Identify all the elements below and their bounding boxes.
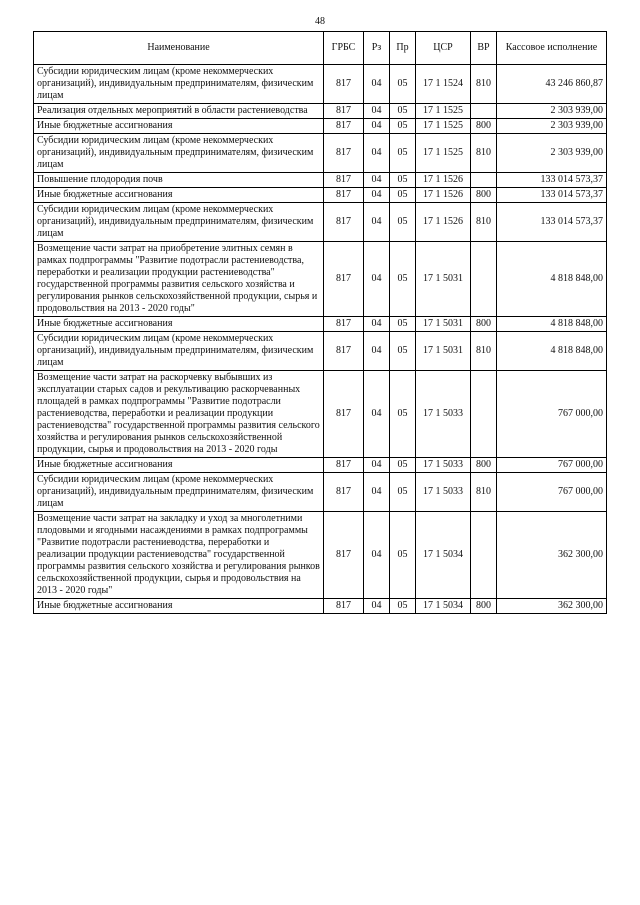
cell-name: Иные бюджетные ассигнования — [34, 458, 324, 473]
cell-vr: 810 — [471, 332, 497, 371]
cell-amount: 4 818 848,00 — [497, 242, 607, 317]
cell-csr: 17 1 5034 — [416, 599, 471, 614]
cell-rz: 04 — [364, 119, 390, 134]
cell-grbs: 817 — [324, 242, 364, 317]
header-rz: Рз — [364, 32, 390, 65]
table-row — [34, 65, 607, 104]
cell-amount: 2 303 939,00 — [497, 134, 607, 173]
cell-rz: 04 — [364, 104, 390, 119]
cell-pr: 05 — [390, 242, 416, 317]
cell-name: Реализация отдельных мероприятий в области растениеводства — [34, 104, 324, 119]
cell-csr: 17 1 1524 — [416, 65, 471, 104]
cell-amount: 362 300,00 — [497, 599, 607, 614]
cell-csr: 17 1 5033 — [416, 473, 471, 512]
cell-rz: 04 — [364, 371, 390, 458]
cell-grbs: 817 — [324, 599, 364, 614]
cell-rz: 04 — [364, 65, 390, 104]
cell-amount: 133 014 573,37 — [497, 173, 607, 188]
table-row — [34, 371, 607, 458]
cell-name: Иные бюджетные ассигнования — [34, 188, 324, 203]
cell-csr: 17 1 5031 — [416, 332, 471, 371]
header-name: Наименование — [34, 32, 324, 65]
cell-csr: 17 1 5034 — [416, 512, 471, 599]
cell-pr: 05 — [390, 119, 416, 134]
cell-rz: 04 — [364, 317, 390, 332]
cell-rz: 04 — [364, 242, 390, 317]
cell-name: Субсидии юридическим лицам (кроме некоммерческих организаций), индивидуальным предпринимателям, физическим лицам — [34, 332, 324, 371]
cell-grbs: 817 — [324, 104, 364, 119]
cell-grbs: 817 — [324, 512, 364, 599]
cell-rz: 04 — [364, 134, 390, 173]
cell-csr: 17 1 5031 — [416, 317, 471, 332]
table-row — [34, 599, 607, 614]
table-row — [34, 458, 607, 473]
cell-pr: 05 — [390, 134, 416, 173]
cell-amount: 767 000,00 — [497, 473, 607, 512]
cell-vr: 800 — [471, 458, 497, 473]
cell-grbs: 817 — [324, 203, 364, 242]
cell-grbs: 817 — [324, 458, 364, 473]
cell-csr: 17 1 5033 — [416, 371, 471, 458]
table-row — [34, 134, 607, 173]
cell-grbs: 817 — [324, 173, 364, 188]
cell-amount: 43 246 860,87 — [497, 65, 607, 104]
cell-pr: 05 — [390, 473, 416, 512]
cell-rz: 04 — [364, 332, 390, 371]
cell-name: Субсидии юридическим лицам (кроме некоммерческих организаций), индивидуальным предпринимателям, физическим лицам — [34, 65, 324, 104]
cell-vr — [471, 173, 497, 188]
cell-rz: 04 — [364, 599, 390, 614]
table-row — [34, 473, 607, 512]
cell-csr: 17 1 5033 — [416, 458, 471, 473]
cell-name: Иные бюджетные ассигнования — [34, 317, 324, 332]
cell-vr: 810 — [471, 65, 497, 104]
header-csr: ЦСР — [416, 32, 471, 65]
cell-amount: 2 303 939,00 — [497, 104, 607, 119]
table-row — [34, 104, 607, 119]
cell-amount: 767 000,00 — [497, 458, 607, 473]
cell-vr — [471, 104, 497, 119]
cell-vr: 800 — [471, 599, 497, 614]
header-row — [34, 32, 607, 65]
cell-pr: 05 — [390, 332, 416, 371]
cell-pr: 05 — [390, 317, 416, 332]
cell-csr: 17 1 1526 — [416, 203, 471, 242]
cell-pr: 05 — [390, 458, 416, 473]
cell-csr: 17 1 1526 — [416, 188, 471, 203]
table-row — [34, 119, 607, 134]
cell-name: Иные бюджетные ассигнования — [34, 119, 324, 134]
table-row — [34, 173, 607, 188]
cell-csr: 17 1 5031 — [416, 242, 471, 317]
cell-name: Повышение плодородия почв — [34, 173, 324, 188]
cell-pr: 05 — [390, 371, 416, 458]
cell-vr: 810 — [471, 134, 497, 173]
cell-grbs: 817 — [324, 65, 364, 104]
cell-name: Субсидии юридическим лицам (кроме некоммерческих организаций), индивидуальным предпринимателям, физическим лицам — [34, 203, 324, 242]
cell-amount: 4 818 848,00 — [497, 332, 607, 371]
cell-rz: 04 — [364, 473, 390, 512]
cell-amount: 133 014 573,37 — [497, 203, 607, 242]
cell-vr: 800 — [471, 188, 497, 203]
cell-name: Субсидии юридическим лицам (кроме некоммерческих организаций), индивидуальным предпринимателям, физическим лицам — [34, 134, 324, 173]
cell-rz: 04 — [364, 458, 390, 473]
cell-rz: 04 — [364, 512, 390, 599]
page-number: 48 — [315, 16, 325, 27]
cell-amount: 133 014 573,37 — [497, 188, 607, 203]
cell-name: Возмещение части затрат на раскорчевку выбывших из эксплуатации старых садов и рекультивацию раскорчеванных площадей в рамках подпрограммы "Развитие подотрасли растениеводства, переработки и реализации продукции растениеводства" государственной программы развития сельского хозяйства и регулирования рынков сельскохозяйственной продукции, сырья и продовольствия на 2013 - 2020 годы — [34, 371, 324, 458]
cell-amount: 362 300,00 — [497, 512, 607, 599]
cell-grbs: 817 — [324, 188, 364, 203]
table-row — [34, 242, 607, 317]
table-row — [34, 188, 607, 203]
cell-vr: 800 — [471, 119, 497, 134]
cell-csr: 17 1 1525 — [416, 134, 471, 173]
cell-vr: 810 — [471, 203, 497, 242]
cell-name: Иные бюджетные ассигнования — [34, 599, 324, 614]
table-row — [34, 203, 607, 242]
cell-amount: 2 303 939,00 — [497, 119, 607, 134]
cell-amount: 767 000,00 — [497, 371, 607, 458]
cell-amount: 4 818 848,00 — [497, 317, 607, 332]
cell-grbs: 817 — [324, 473, 364, 512]
cell-grbs: 817 — [324, 371, 364, 458]
cell-pr: 05 — [390, 65, 416, 104]
cell-vr — [471, 512, 497, 599]
header-vr: ВР — [471, 32, 497, 65]
budget-table — [33, 31, 607, 614]
cell-grbs: 817 — [324, 134, 364, 173]
header-amount: Кассовое исполнение — [497, 32, 607, 65]
table-row — [34, 512, 607, 599]
cell-vr: 810 — [471, 473, 497, 512]
cell-pr: 05 — [390, 203, 416, 242]
cell-vr: 800 — [471, 317, 497, 332]
cell-vr — [471, 242, 497, 317]
cell-name: Возмещение части затрат на приобретение элитных семян в рамках подпрограммы "Развитие подотрасли растениеводства, переработки и реализации продукции растениеводства" государственной программы развития сельского хозяйства и регулирования рынков сельскохозяйственной продукции, сырья и продовольствия на 2013 - 2020 годы" — [34, 242, 324, 317]
cell-csr: 17 1 1526 — [416, 173, 471, 188]
cell-pr: 05 — [390, 104, 416, 119]
cell-rz: 04 — [364, 203, 390, 242]
cell-name: Субсидии юридическим лицам (кроме некоммерческих организаций), индивидуальным предпринимателям, физическим лицам — [34, 473, 324, 512]
cell-csr: 17 1 1525 — [416, 119, 471, 134]
cell-name: Возмещение части затрат на закладку и уход за многолетними плодовыми и ягодными насаждениями в рамках подпрограммы "Развитие подотрасли растениеводства, переработки и реализации продукции растениеводства" государственной программы развития сельского хозяйства и регулирования рынков сельскохозяйственной продукции, сырья и продовольствия на 2013 - 2020 годы" — [34, 512, 324, 599]
header-pr: Пр — [390, 32, 416, 65]
cell-pr: 05 — [390, 599, 416, 614]
table-row — [34, 317, 607, 332]
header-grbs: ГРБС — [324, 32, 364, 65]
cell-pr: 05 — [390, 188, 416, 203]
cell-pr: 05 — [390, 173, 416, 188]
cell-grbs: 817 — [324, 332, 364, 371]
cell-rz: 04 — [364, 173, 390, 188]
cell-csr: 17 1 1525 — [416, 104, 471, 119]
table-row — [34, 332, 607, 371]
cell-grbs: 817 — [324, 119, 364, 134]
cell-pr: 05 — [390, 512, 416, 599]
cell-vr — [471, 371, 497, 458]
cell-grbs: 817 — [324, 317, 364, 332]
cell-rz: 04 — [364, 188, 390, 203]
